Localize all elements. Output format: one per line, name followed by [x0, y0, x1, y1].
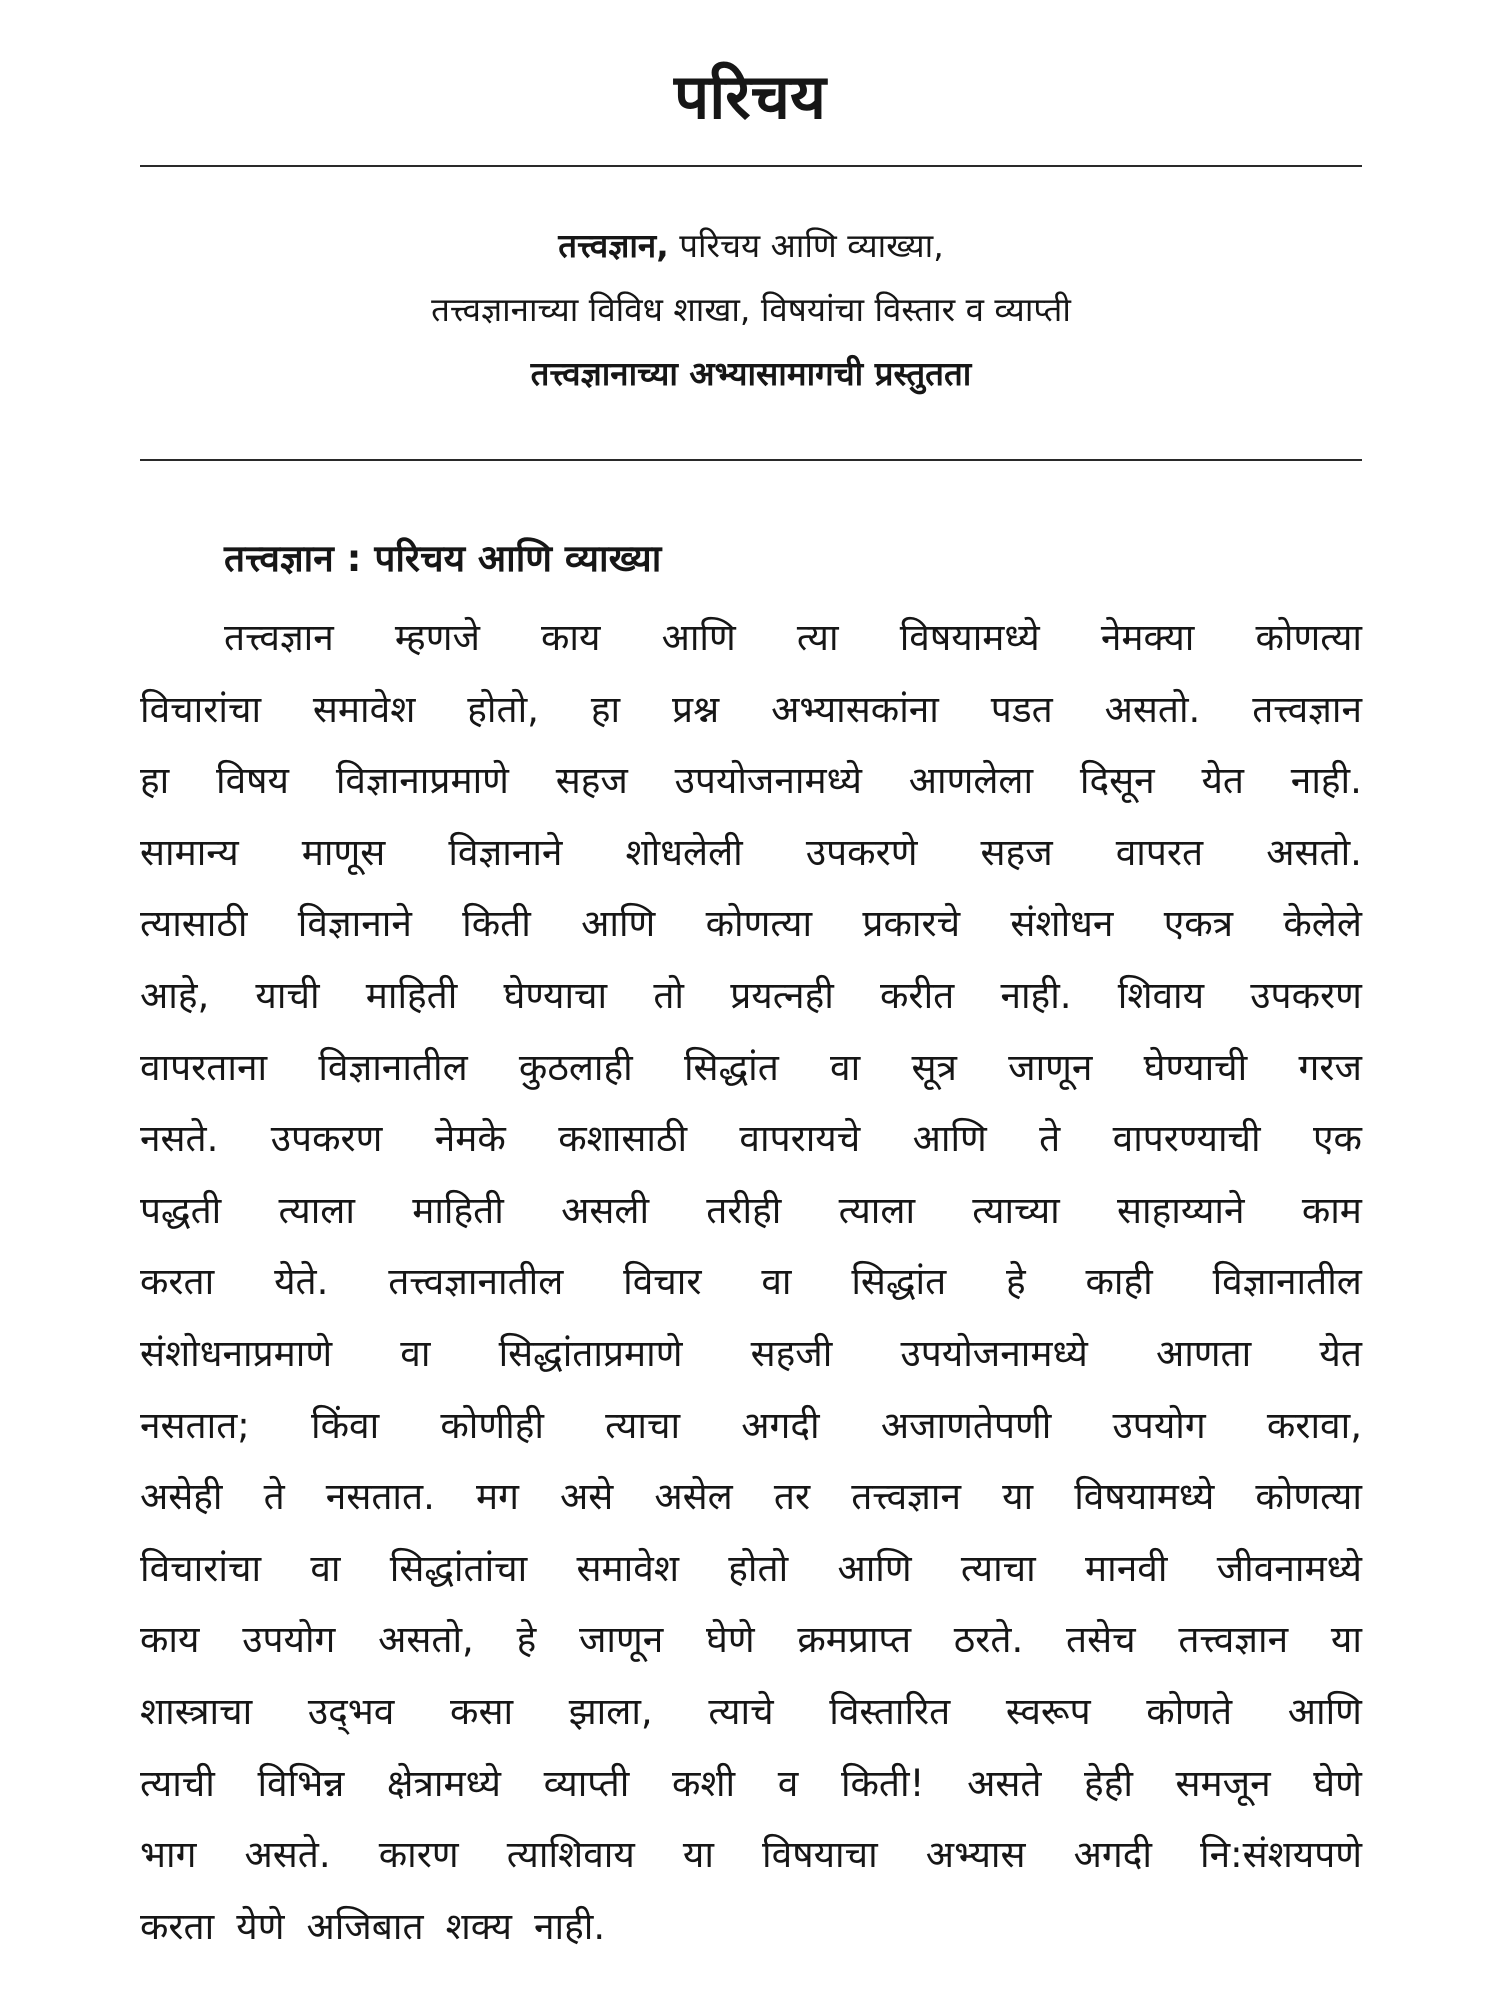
- word: सहजी: [750, 1331, 833, 1375]
- word: विषयामध्ये: [899, 616, 1040, 659]
- word: कोणत्या: [1255, 616, 1362, 659]
- word: कशासाठी: [558, 1117, 688, 1161]
- word: विज्ञानातील: [318, 1045, 468, 1089]
- paragraph-line: [140, 1604, 1362, 1676]
- bottom-divider: [140, 459, 1362, 461]
- word: जीवनामध्ये: [1216, 1546, 1362, 1590]
- word: आणि: [837, 1546, 912, 1590]
- word: सहज: [980, 830, 1053, 874]
- word: अभ्यासकांना: [771, 687, 939, 731]
- paragraph-line: [140, 1748, 1362, 1820]
- summary-line-1-bold: तत्त्वज्ञान,: [558, 226, 669, 265]
- paragraph-line: [140, 817, 1362, 889]
- paragraph-line: [140, 602, 1362, 674]
- word: घेण्याची: [1143, 1045, 1248, 1089]
- word: कसा: [450, 1689, 514, 1733]
- word: काही: [1085, 1260, 1153, 1304]
- word: माहिती: [365, 973, 458, 1017]
- word: त्यासाठी: [140, 902, 248, 946]
- chapter-title: परिचय: [674, 60, 826, 133]
- word: तसेच: [1066, 1618, 1136, 1662]
- word: स्वरूप: [1005, 1689, 1091, 1733]
- word: ठरते.: [953, 1618, 1024, 1662]
- word: कोणीही: [440, 1403, 544, 1447]
- word: त्याची: [140, 1761, 215, 1805]
- word: आहे,: [140, 973, 210, 1017]
- word: मानवी: [1085, 1546, 1168, 1590]
- word: वापरताना: [140, 1045, 268, 1089]
- paragraph-line: [140, 1819, 1362, 1891]
- word: व: [777, 1761, 799, 1805]
- word: येते.: [274, 1260, 329, 1304]
- word: उपकरणे: [805, 830, 918, 874]
- word: तर: [773, 1475, 811, 1519]
- word: विज्ञानाने: [448, 830, 563, 874]
- word: तत्त्वज्ञान: [851, 1475, 961, 1519]
- word: किंवा: [311, 1403, 380, 1447]
- chapter-summary: [140, 214, 1362, 406]
- word: घेणे: [1313, 1761, 1362, 1805]
- word: तो: [653, 973, 684, 1017]
- summary-line-1: [140, 214, 1362, 278]
- word: पद्धती: [140, 1188, 222, 1232]
- word: नाही.: [1000, 973, 1072, 1017]
- word: असतो,: [378, 1618, 474, 1662]
- word: विज्ञानाने: [297, 902, 412, 946]
- word: शिवाय: [1117, 973, 1205, 1017]
- body-paragraph: [140, 602, 1362, 1962]
- word: असते: [967, 1761, 1042, 1805]
- word: किती!: [840, 1761, 925, 1805]
- word: एकत्र: [1163, 902, 1234, 946]
- summary-line-2: तत्त्वज्ञानाच्या विविध शाखा, विषयांचा विस्तार व व्याप्ती: [431, 290, 1071, 329]
- word: आणि: [581, 902, 656, 946]
- word: सिद्धांत: [683, 1045, 779, 1089]
- word: करता: [140, 1904, 215, 1948]
- word: आणि: [912, 1117, 987, 1161]
- word: वापरण्याची: [1112, 1117, 1261, 1161]
- word: येत: [1201, 759, 1245, 803]
- paragraph-line: [140, 1318, 1362, 1390]
- paragraph-line: [140, 1175, 1362, 1247]
- word: क्षेत्रामध्ये: [386, 1761, 501, 1805]
- word: भाग: [140, 1833, 197, 1877]
- word: शास्त्राचा: [140, 1689, 253, 1733]
- word: असेल: [654, 1475, 733, 1519]
- word: ते: [1039, 1117, 1061, 1161]
- word: नसतात;: [140, 1403, 250, 1447]
- word: त्याचा: [605, 1403, 681, 1447]
- word: प्रयत्नही: [730, 973, 834, 1017]
- word: तत्त्वज्ञान: [1252, 687, 1362, 731]
- word: जाणून: [1008, 1045, 1093, 1089]
- word: येणे: [236, 1904, 285, 1948]
- word: तरीही: [706, 1188, 782, 1232]
- word: समजून: [1175, 1761, 1271, 1805]
- top-divider: [140, 165, 1362, 167]
- word: या: [1330, 1618, 1362, 1662]
- paragraph-line: [140, 888, 1362, 960]
- paragraph-line: [140, 960, 1362, 1032]
- paragraph-line: [140, 1103, 1362, 1175]
- word: सहज: [555, 759, 628, 803]
- word: कोणत्या: [1255, 1475, 1362, 1519]
- word: उपयोजनामध्ये: [900, 1331, 1088, 1375]
- word: हेही: [1084, 1761, 1133, 1805]
- word: कोणते: [1146, 1689, 1233, 1733]
- word: कोणत्या: [705, 902, 813, 946]
- word: या: [1002, 1475, 1034, 1519]
- word: त्याशिवाय: [506, 1833, 635, 1877]
- word: त्याच्या: [972, 1188, 1060, 1232]
- word: मग: [475, 1475, 519, 1519]
- word: हे: [516, 1618, 537, 1662]
- word: सिद्धांतांचा: [389, 1546, 528, 1590]
- word: करावा,: [1266, 1403, 1362, 1447]
- word: त्याला: [838, 1188, 916, 1232]
- word: आणि: [1287, 1689, 1362, 1733]
- paragraph-line: [140, 1461, 1362, 1533]
- section-heading: तत्त्वज्ञान : परिचय आणि व्याख्या: [224, 537, 662, 580]
- word: विषय: [216, 759, 290, 803]
- word: पडत: [990, 687, 1053, 731]
- word: अगदी: [1073, 1833, 1152, 1877]
- paragraph-line: [140, 1390, 1362, 1462]
- word: संशोधनाप्रमाणे: [140, 1331, 333, 1375]
- word: काय: [541, 616, 601, 659]
- word: आणलेला: [908, 759, 1034, 803]
- word: काम: [1301, 1188, 1362, 1232]
- word: नसते.: [140, 1117, 219, 1161]
- word: अभ्यास: [925, 1833, 1026, 1877]
- word: असते.: [244, 1833, 331, 1877]
- word: उद्‌भव: [307, 1689, 395, 1733]
- word: कुठलाही: [518, 1045, 633, 1089]
- word: असेही: [140, 1475, 223, 1519]
- word: नेमके: [434, 1117, 506, 1161]
- word: वापरायचे: [739, 1117, 861, 1161]
- word: येत: [1319, 1331, 1362, 1375]
- word: केलेले: [1283, 902, 1362, 946]
- word: वा: [310, 1546, 341, 1590]
- word: विचारांचा: [140, 1546, 262, 1590]
- word: संशोधन: [1010, 902, 1114, 946]
- word: उपकरण: [1250, 973, 1362, 1017]
- word: होतो,: [467, 687, 539, 731]
- word: ते: [263, 1475, 285, 1519]
- word: कारण: [378, 1833, 459, 1877]
- word: किती: [462, 902, 531, 946]
- word: आणता: [1155, 1331, 1252, 1375]
- word: नाही.: [1290, 759, 1362, 803]
- word: तत्त्वज्ञान: [1178, 1618, 1289, 1662]
- word: असतो.: [1266, 830, 1362, 874]
- word: करीत: [880, 973, 955, 1017]
- word: कशी: [671, 1761, 736, 1805]
- paragraph-line: [140, 1246, 1362, 1318]
- word: शक्य: [445, 1904, 512, 1948]
- word: माणूस: [301, 830, 386, 874]
- word: अगदी: [741, 1403, 820, 1447]
- word: वापरत: [1115, 830, 1204, 874]
- word: त्याचा: [960, 1546, 1036, 1590]
- word: असे: [560, 1475, 614, 1519]
- word: म्हणजे: [394, 616, 480, 659]
- paragraph-line: [140, 745, 1362, 817]
- word: विज्ञानाप्रमाणे: [335, 759, 509, 803]
- word: समावेश: [576, 1546, 679, 1590]
- word: असली: [561, 1188, 650, 1232]
- word: गरज: [1298, 1045, 1362, 1089]
- word: अजाणतेपणी: [880, 1403, 1052, 1447]
- word: वा: [761, 1260, 792, 1304]
- word: प्रश्न: [671, 687, 720, 731]
- word: होतो: [728, 1546, 789, 1590]
- word: विभिन्न: [257, 1761, 345, 1805]
- word: विस्तारित: [829, 1689, 951, 1733]
- word: साहाय्याने: [1117, 1188, 1245, 1232]
- word: वा: [400, 1331, 431, 1375]
- word: या: [682, 1833, 714, 1877]
- word: दिसून: [1079, 759, 1155, 803]
- word: नाही.: [533, 1904, 606, 1948]
- word: विषयाचा: [762, 1833, 878, 1877]
- word: हा: [140, 759, 170, 803]
- word: उपयोजनामध्ये: [674, 759, 862, 803]
- paragraph-line: [140, 674, 1362, 746]
- paragraph-line: [140, 1533, 1362, 1605]
- word: असतो.: [1104, 687, 1201, 731]
- word: त्या: [796, 616, 839, 659]
- word: आणि: [661, 616, 736, 659]
- word: तत्त्वज्ञानातील: [388, 1260, 564, 1304]
- word: विचारांचा: [140, 687, 262, 731]
- word: विज्ञानातील: [1212, 1260, 1362, 1304]
- word: तत्त्वज्ञान: [224, 616, 334, 659]
- word: सिद्धांत: [851, 1260, 947, 1304]
- word: त्याला: [278, 1188, 355, 1232]
- word: हे: [1006, 1260, 1026, 1304]
- word: नसतात.: [325, 1475, 435, 1519]
- paragraph-line: [140, 1891, 1362, 1963]
- word: उपयोग: [1112, 1403, 1206, 1447]
- word: सूत्र: [911, 1045, 957, 1089]
- word: सिद्धांताप्रमाणे: [498, 1331, 683, 1375]
- summary-line-3: तत्त्वज्ञानाच्या अभ्यासामागची प्रस्तुतता: [530, 354, 972, 393]
- word: माहिती: [412, 1188, 504, 1232]
- word: विचार: [623, 1260, 702, 1304]
- word: क्रमप्राप्त: [797, 1618, 912, 1662]
- word: नेमक्या: [1100, 616, 1195, 659]
- word: हा: [590, 687, 621, 731]
- word: नि:संशयपणे: [1200, 1833, 1362, 1877]
- word: उपकरण: [270, 1117, 383, 1161]
- word: वा: [830, 1045, 861, 1089]
- word: उपयोग: [242, 1618, 336, 1662]
- word: विषयामध्ये: [1074, 1475, 1215, 1519]
- word: व्याप्ती: [543, 1761, 630, 1805]
- word: शोधलेली: [625, 830, 743, 874]
- word: समावेश: [312, 687, 416, 731]
- word: काय: [140, 1618, 200, 1662]
- word: घेण्याचा: [503, 973, 608, 1017]
- word: याची: [255, 973, 320, 1017]
- summary-line-1-rest: परिचय आणि व्याख्या,: [679, 226, 944, 265]
- paragraph-line: [140, 1032, 1362, 1104]
- paragraph-line: [140, 1676, 1362, 1748]
- word: एक: [1313, 1117, 1362, 1161]
- word: जाणून: [578, 1618, 664, 1662]
- word: सामान्य: [140, 830, 239, 874]
- word: झाला,: [568, 1689, 653, 1733]
- word: त्याचे: [708, 1689, 774, 1733]
- word: करता: [140, 1260, 215, 1304]
- word: घेणे: [706, 1618, 755, 1662]
- word: अजिबात: [306, 1904, 424, 1948]
- word: प्रकारचे: [862, 902, 961, 946]
